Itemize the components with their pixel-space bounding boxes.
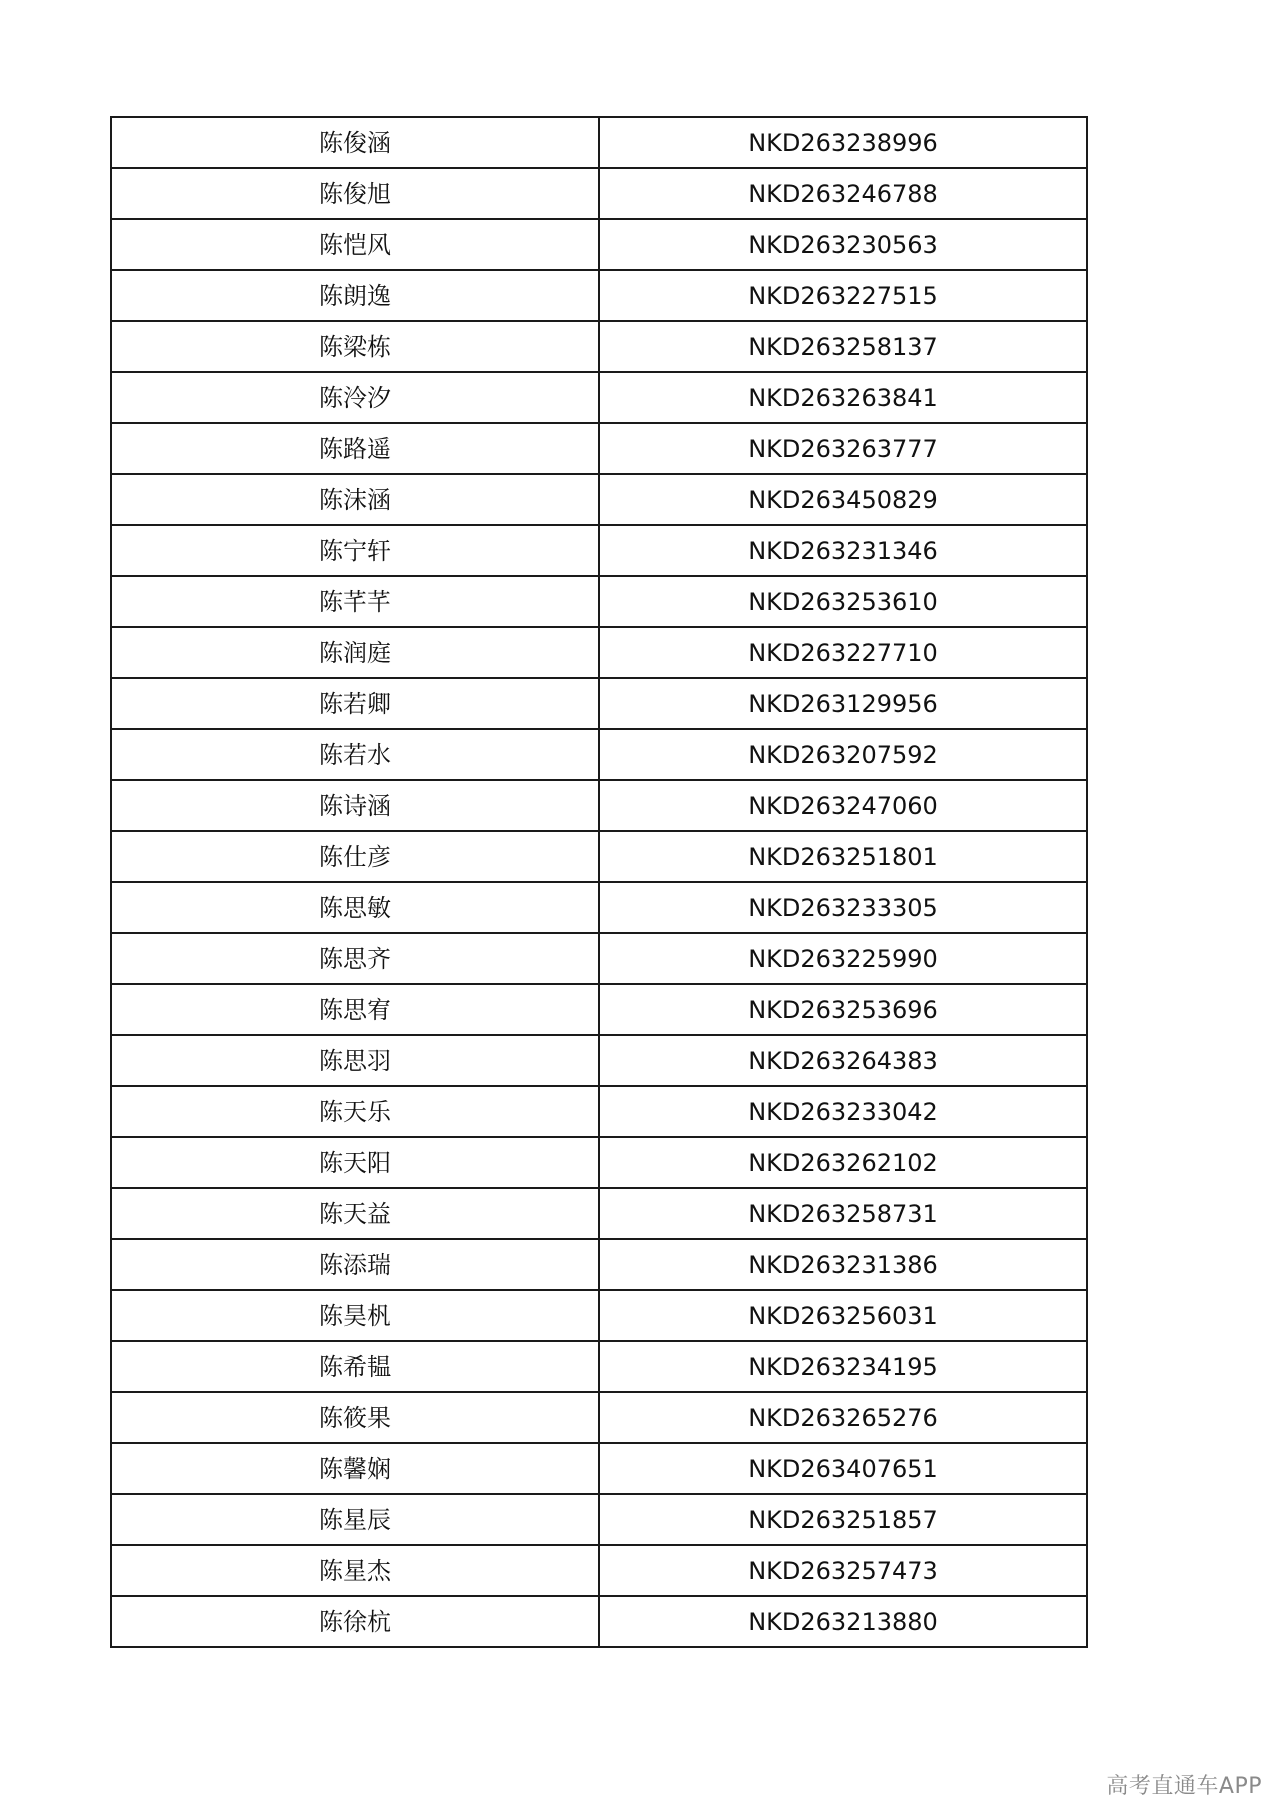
id-cell: NKD263227515 (599, 270, 1087, 321)
name-cell: 陈天阳 (111, 1137, 599, 1188)
id-cell: NKD263233042 (599, 1086, 1087, 1137)
table-row (111, 270, 1087, 321)
name-cell: 陈天乐 (111, 1086, 599, 1137)
name-cell: 陈诗涵 (111, 780, 599, 831)
name-cell: 陈昊杋 (111, 1290, 599, 1341)
id-cell: NKD263246788 (599, 168, 1087, 219)
id-cell: NKD263207592 (599, 729, 1087, 780)
table-row (111, 1494, 1087, 1545)
name-cell: 陈梁栋 (111, 321, 599, 372)
table-row (111, 831, 1087, 882)
table-row (111, 627, 1087, 678)
name-cell: 陈沫涵 (111, 474, 599, 525)
name-cell: 陈筱果 (111, 1392, 599, 1443)
name-cell: 陈希韫 (111, 1341, 599, 1392)
id-cell: NKD263234195 (599, 1341, 1087, 1392)
name-cell: 陈添瑞 (111, 1239, 599, 1290)
name-cell: 陈宁轩 (111, 525, 599, 576)
id-cell: NKD263129956 (599, 678, 1087, 729)
id-cell: NKD263253610 (599, 576, 1087, 627)
table-row (111, 1443, 1087, 1494)
name-cell: 陈芊芊 (111, 576, 599, 627)
table-row (111, 1035, 1087, 1086)
id-cell: NKD263230563 (599, 219, 1087, 270)
table-row (111, 984, 1087, 1035)
id-cell: NKD263258731 (599, 1188, 1087, 1239)
id-cell: NKD263256031 (599, 1290, 1087, 1341)
table-row (111, 1086, 1087, 1137)
name-cell: 陈仕彦 (111, 831, 599, 882)
id-cell: NKD263258137 (599, 321, 1087, 372)
id-cell: NKD263450829 (599, 474, 1087, 525)
name-cell: 陈徐杭 (111, 1596, 599, 1647)
id-cell: NKD263213880 (599, 1596, 1087, 1647)
table-row (111, 1341, 1087, 1392)
id-cell: NKD263251857 (599, 1494, 1087, 1545)
name-cell: 陈俊旭 (111, 168, 599, 219)
name-cell: 陈天益 (111, 1188, 599, 1239)
table-row (111, 933, 1087, 984)
id-cell: NKD263262102 (599, 1137, 1087, 1188)
name-cell: 陈泠汐 (111, 372, 599, 423)
name-cell: 陈思敏 (111, 882, 599, 933)
id-cell: NKD263238996 (599, 117, 1087, 168)
table-row (111, 1239, 1087, 1290)
table-row (111, 372, 1087, 423)
table-row (111, 729, 1087, 780)
table-row (111, 678, 1087, 729)
name-id-table (110, 116, 1088, 1648)
table-row (111, 1392, 1087, 1443)
name-cell: 陈路遥 (111, 423, 599, 474)
table-row (111, 1188, 1087, 1239)
id-cell: NKD263263777 (599, 423, 1087, 474)
table-row (111, 780, 1087, 831)
name-cell: 陈俊涵 (111, 117, 599, 168)
id-cell: NKD263263841 (599, 372, 1087, 423)
table-row (111, 882, 1087, 933)
name-cell: 陈朗逸 (111, 270, 599, 321)
table-row (111, 474, 1087, 525)
name-cell: 陈思羽 (111, 1035, 599, 1086)
table-row (111, 576, 1087, 627)
name-cell: 陈恺风 (111, 219, 599, 270)
name-cell: 陈星杰 (111, 1545, 599, 1596)
id-cell: NKD263227710 (599, 627, 1087, 678)
name-cell: 陈润庭 (111, 627, 599, 678)
table-row (111, 525, 1087, 576)
watermark: 高考直通车APP (1106, 1774, 1262, 1799)
table-row (111, 321, 1087, 372)
id-cell: NKD263247060 (599, 780, 1087, 831)
id-cell: NKD263233305 (599, 882, 1087, 933)
table-row (111, 219, 1087, 270)
table-row (111, 117, 1087, 168)
name-cell: 陈思齐 (111, 933, 599, 984)
id-cell: NKD263264383 (599, 1035, 1087, 1086)
table-row (111, 1545, 1087, 1596)
table-row (111, 168, 1087, 219)
table-row (111, 1290, 1087, 1341)
table-body (111, 117, 1087, 1647)
id-cell: NKD263225990 (599, 933, 1087, 984)
name-cell: 陈星辰 (111, 1494, 599, 1545)
id-cell: NKD263231386 (599, 1239, 1087, 1290)
name-cell: 陈若水 (111, 729, 599, 780)
id-cell: NKD263253696 (599, 984, 1087, 1035)
name-cell: 陈思宥 (111, 984, 599, 1035)
name-cell: 陈若卿 (111, 678, 599, 729)
id-cell: NKD263265276 (599, 1392, 1087, 1443)
id-cell: NKD263407651 (599, 1443, 1087, 1494)
id-cell: NKD263231346 (599, 525, 1087, 576)
id-cell: NKD263257473 (599, 1545, 1087, 1596)
id-cell: NKD263251801 (599, 831, 1087, 882)
table-row (111, 1137, 1087, 1188)
table-row (111, 1596, 1087, 1647)
name-cell: 陈馨娴 (111, 1443, 599, 1494)
table-row (111, 423, 1087, 474)
